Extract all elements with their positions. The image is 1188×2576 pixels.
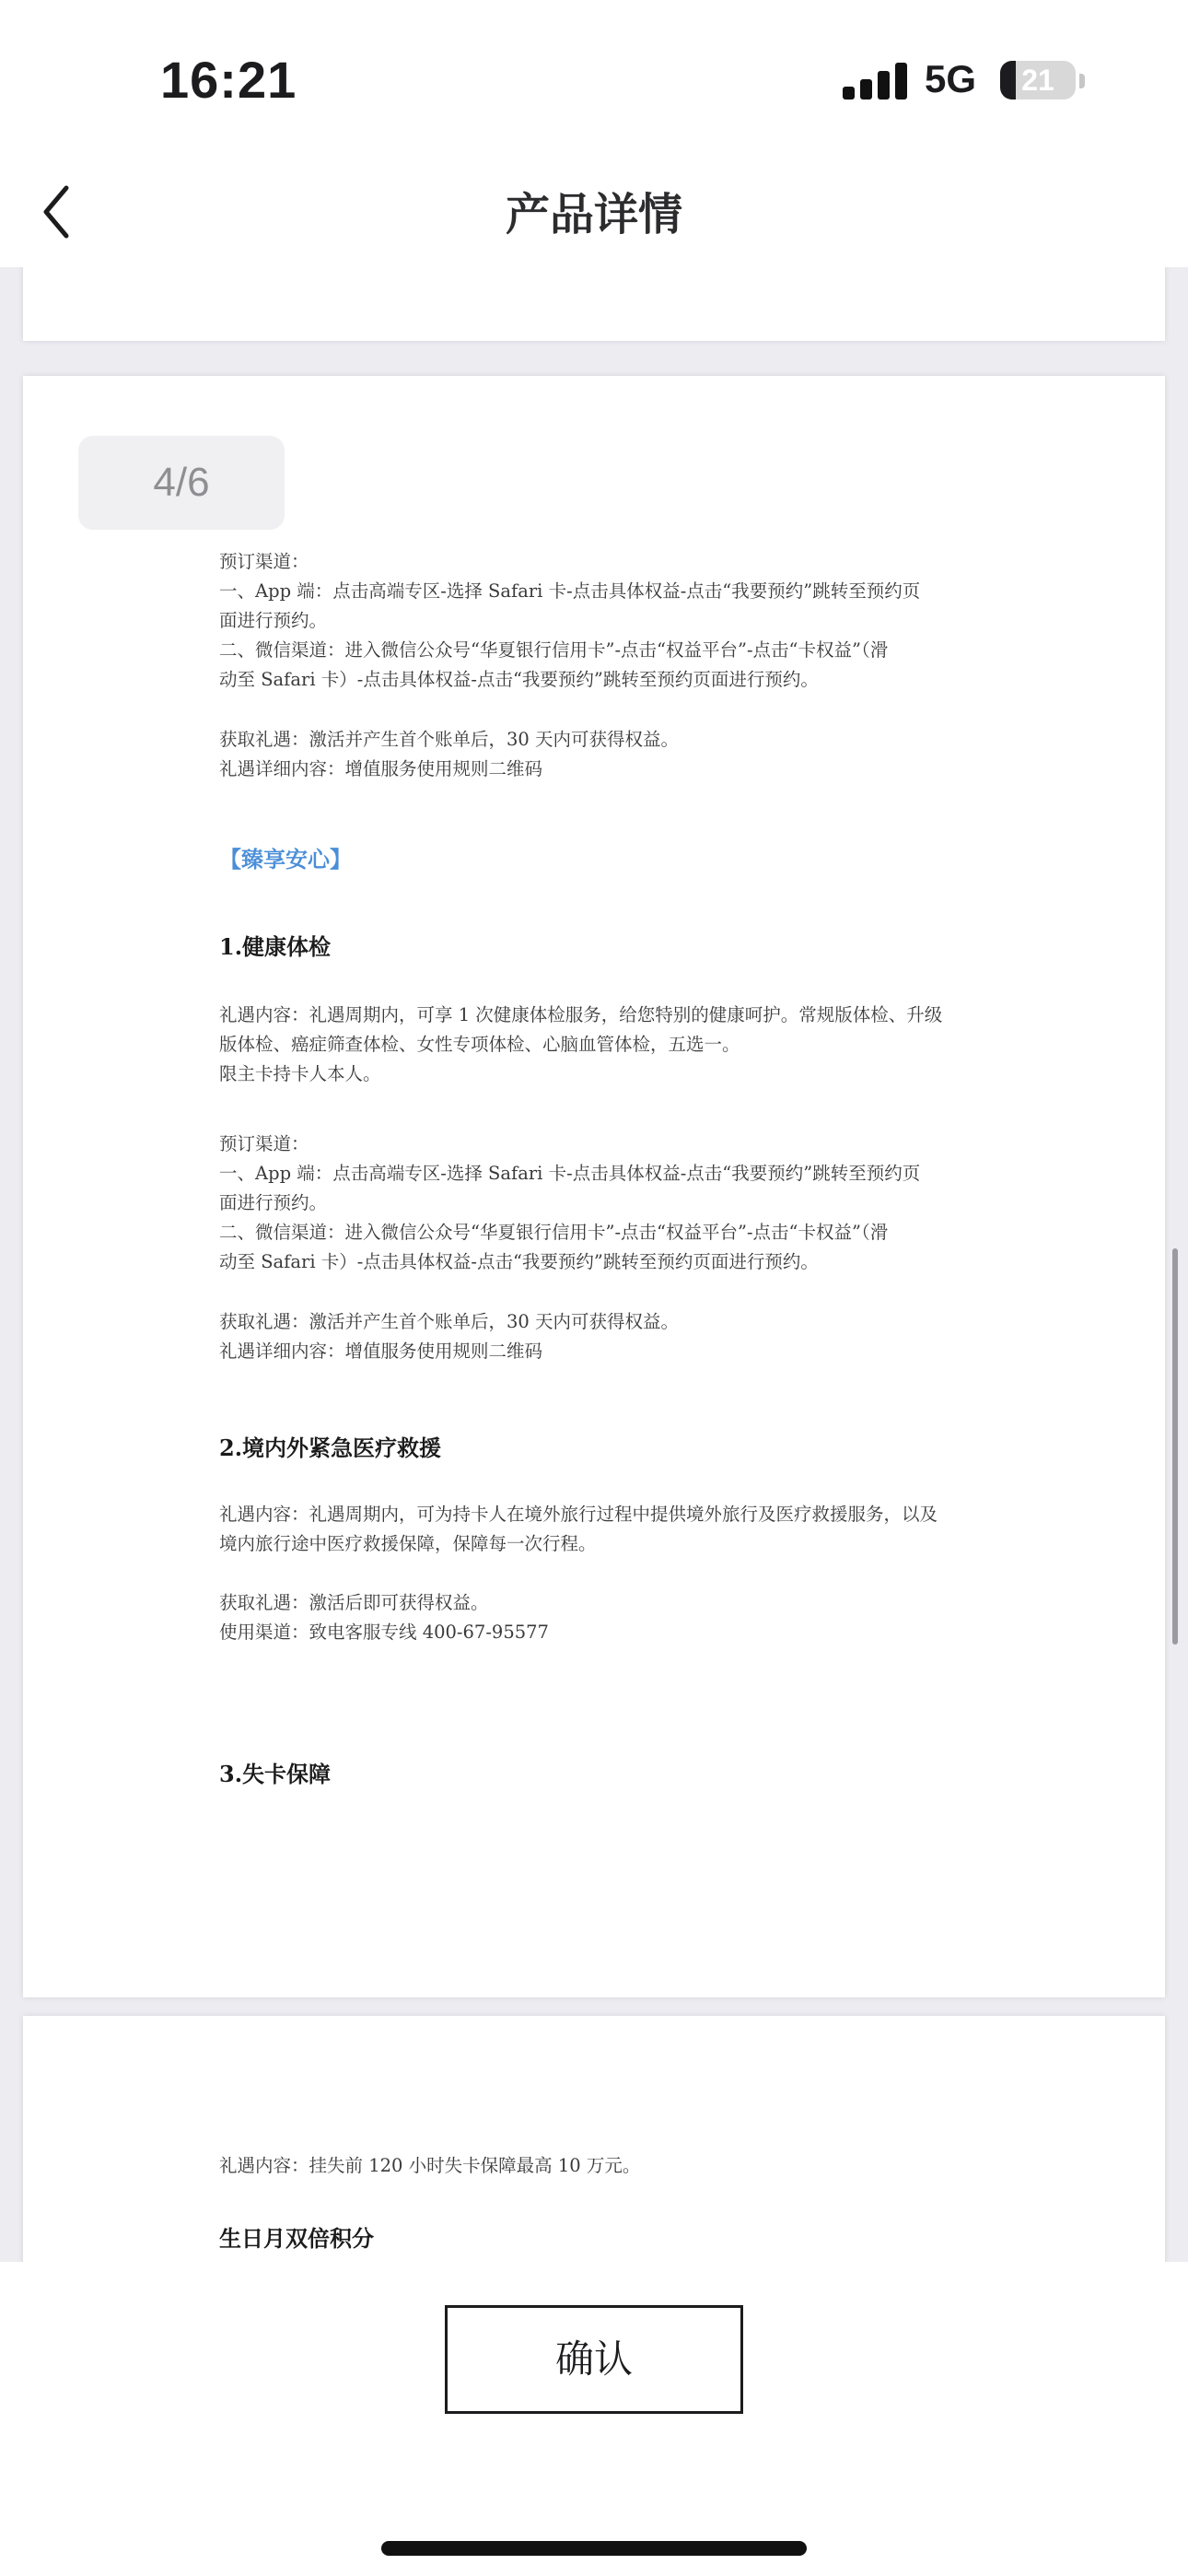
item-heading-birthday-points: 生日月双倍积分 — [219, 2225, 374, 2252]
booking-channels-text: 预订渠道： 一、App 端：点击高端专区-选择 Safari 卡-点击具体权益-点击“我要预约”跳转至预约页 面进行预约。 二、微信渠道：进入微信公众号“华夏银行信用卡”-点击“权益平台”-点击“卡权益”（滑 动至 Safari 卡）-点击具体权益-点击“我要预约”跳转至预约页面进行预约。 — [219, 551, 921, 690]
cellular-signal-icon — [843, 63, 907, 100]
page-indicator: 4/6 — [78, 436, 285, 530]
lost-card-content: 礼遇内容：挂失前 120 小时失卡保障最高 10 万元。 — [219, 2155, 641, 2176]
battery-percent: 21 — [1021, 64, 1054, 97]
scrollbar[interactable] — [1172, 1248, 1178, 1645]
item-heading-lost-card: 3.失卡保障 — [219, 1761, 332, 1787]
status-time: 16:21 — [160, 51, 297, 109]
document-page-4 — [23, 376, 1165, 1997]
document-page-5 — [23, 2016, 1165, 2262]
section-title: 【臻享安心】 — [219, 846, 352, 872]
battery-cap — [1079, 74, 1085, 88]
reward-info-text: 获取礼遇：激活并产生首个账单后，30 天内可获得权益。 礼遇详细内容：增值服务使用规则二维码 — [219, 1311, 680, 1362]
document-page-3 — [23, 267, 1165, 341]
health-check-content: 礼遇内容：礼遇周期内，可享 1 次健康体检服务，给您特别的健康呵护。常规版体检、升级 版体检、癌症筛查体检、女性专项体检、心脑血管体检，五选一。 限主卡持卡人本人。 — [219, 1004, 943, 1084]
home-indicator[interactable] — [381, 2541, 807, 2556]
footer — [0, 2262, 1188, 2576]
item-heading-health-check: 1.健康体检 — [219, 933, 332, 960]
nav-bar — [0, 157, 1188, 267]
document-viewer[interactable] — [0, 267, 1188, 2262]
confirm-button[interactable]: 确认 — [445, 2305, 743, 2414]
page-title: 产品详情 — [505, 189, 682, 240]
battery-icon — [1000, 61, 1076, 100]
medical-rescue-content: 礼遇内容：礼遇周期内，可为持卡人在境外旅行过程中提供境外旅行及医疗救援服务，以及 境内旅行途中医疗救援保障，保障每一次行程。 — [219, 1504, 938, 1554]
status-bar — [0, 0, 1188, 157]
medical-rescue-usage: 获取礼遇：激活后即可获得权益。 使用渠道：致电客服专线 400-67-95577 — [219, 1592, 549, 1643]
item-heading-medical-rescue: 2.境内外紧急医疗救援 — [219, 1434, 442, 1461]
booking-channels-text: 预订渠道： 一、App 端：点击高端专区-选择 Safari 卡-点击具体权益-点击“我要预约”跳转至预约页 面进行预约。 二、微信渠道：进入微信公众号“华夏银行信用卡”-点击“权益平台”-点击“卡权益”（滑 动至 Safari 卡）-点击具体权益-点击“我要预约”跳转至预约页面进行预约。 — [219, 1133, 921, 1272]
network-type: 5G — [925, 57, 977, 100]
reward-info-text: 获取礼遇：激活并产生首个账单后，30 天内可获得权益。 礼遇详细内容：增值服务使用规则二维码 — [219, 729, 680, 779]
